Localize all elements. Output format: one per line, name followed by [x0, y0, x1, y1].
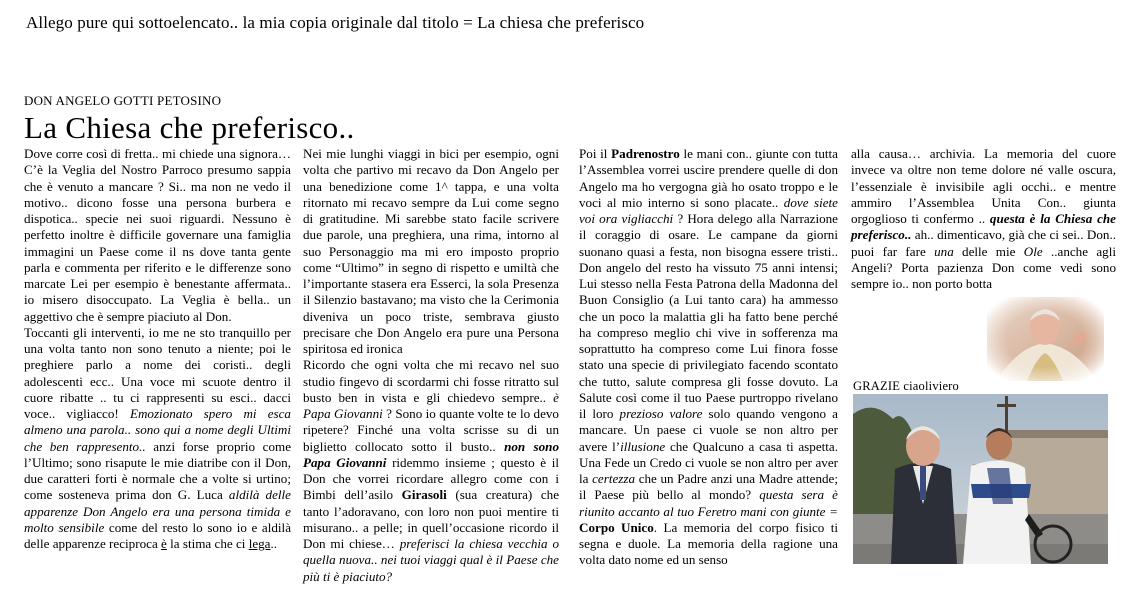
bold-italic-run: non sono Papa Giovanni: [303, 438, 559, 470]
group-photo: [853, 394, 1108, 564]
priest-portrait-image: [987, 297, 1104, 381]
italic-run: certezza: [592, 471, 636, 486]
text-run: Ricordo che ogni volta che mi recavo nel suo studio fingevo di scordarmi chi fosse ritratto sul busto ben in vista e gli chiedevo sempre..: [303, 357, 559, 405]
italic-run: dove siete voi ora vigliacchi: [579, 194, 838, 226]
paragraph: [579, 146, 838, 569]
italic-run: Ole: [1023, 243, 1043, 259]
text-run: Poi il: [579, 146, 608, 161]
underlined-run: lega: [248, 536, 271, 551]
italic-run: una: [934, 243, 954, 259]
bold-run: Corpo Unico: [579, 519, 654, 535]
article-title: La Chiesa che preferisco..: [24, 110, 355, 145]
text-run: alla causa… archivia. La memoria del cuore invece va oltre non teme dolore né valle oscura, l’essenziale è invisibile agli occhi.. e mentre ammiro l’Assemblea Unita Con.. giunta orgoglioso ti confermo ..: [851, 146, 1116, 226]
italic-run: questa sera è riunito accanto al tuo Feretro mani con giunte =: [579, 487, 838, 519]
italic-run: Emozionato spero mi esca almeno una parola.. sono qui a nome degli Ultimi che ben rappresento..: [24, 406, 291, 454]
article-column-1: [24, 146, 291, 552]
italic-run: illusione: [620, 438, 666, 454]
group-photo-image: [853, 394, 1108, 564]
paragraph: [303, 146, 559, 357]
article-column-3: [579, 146, 838, 569]
text-run: (sua creatura) che tanto l’adoravano, con loro non puoi mentire ti misurano.. a pelle; in quell’occasione ricordo il Don mi chiese…: [303, 487, 559, 551]
bold-run: Girasoli: [401, 487, 447, 503]
article-column-4: [851, 146, 1116, 292]
bold-italic-run: questa è la Chiesa che preferisco..: [851, 211, 1116, 243]
text-run: delle mie: [962, 243, 1016, 259]
text-run: ..anche agli Angeli? Porta pazienza Don come vedi sono sempre io.. non porto botta: [851, 243, 1116, 291]
text-run: ah.. dimenticavo, già che ci sei.. Don.. puoi far fare: [851, 227, 1116, 259]
text-run: che Qualcuno a casa ti aspetta. Una Fede un Credo ci vuole se non altro per aver la: [579, 438, 838, 486]
photo-credit: GRAZIE ciaoliviero: [853, 379, 959, 393]
paragraph: [303, 357, 559, 585]
text-run: che un Padre anzi una Madre attende; il Paese più bello al mondo?: [579, 471, 838, 503]
bold-run: Padrenostro: [611, 146, 680, 161]
article-author: DON ANGELO GOTTI PETOSINO: [24, 93, 222, 108]
text-run: . La memoria del corpo fisico ti segna e duole. La memoria della ragione una volta dato nome ed un senso: [579, 519, 838, 568]
text-run: anzi forse proprio come l’Ultimo; sono risapute le mie diatribe con il Don, due caratteri forti è normale che a volte si urtino; come sosteneva prima don G. Luca: [24, 438, 292, 503]
italic-run: preferisci la chiesa vecchia o quella nuova.. nei tuoi viaggi qual è il Paese che più ti è piaciuto?: [303, 536, 560, 584]
paragraph: [24, 146, 291, 325]
italic-run: prezioso valore: [619, 406, 703, 421]
priest-portrait-photo: [987, 297, 1104, 381]
article-column-2: [303, 146, 559, 585]
text-run: ? Sono io quante volte te lo devo ripetere? Finché una volta scrisse su di un biglietto collocato sotto il busto..: [303, 406, 559, 454]
underlined-run: è: [161, 536, 167, 551]
text-run: ridemmo insieme ; questo è il Don che vorrei ricordare allegro come con i Bimbi dell’asilo: [303, 454, 559, 503]
text-run: Toccanti gli interventi, io me ne sto tranquillo per una volta tanto non sono tenuto a niente; poi le preghiere parlo a nome dei coristi.. degli adolescenti ecc.. Una voce mi scuote dentro il cuore ribatte .. tu ci rappresenti su esci.. dacci voce.. vigliacco!: [24, 324, 291, 421]
text-run: come del resto lo sono io e aldilà delle apparenze reciproca: [24, 519, 292, 551]
text-run: Nei mie lunghi viaggi in bici per esempio, ogni volta che partivo mi recavo da Don Angelo per una benedizione come 1^ tappa, e una volta ritornato mi recavo sempre da Lui come segno di gratitudine. Mi sarebbe stato facile scrivere due parole, una preghiera, una rima, intorno al suo Personaggio ma mi ero imposto proprio come “Ultimo” in segno di rispetto e umiltà che l’importante stasera era Esserci, la sola Presenza il Silenzio bastavano; ma visto che la Cerimonia diveniva un poco triste, sembrava giusto precisare che Don Angelo era pure una Persona spiritosa ed ironica: [303, 146, 559, 356]
italic-run: è Papa Giovanni: [303, 389, 559, 421]
text-run: solo quando vengono a mancare. Un paese ci vuole se non altro per avere l’: [579, 406, 838, 454]
text-run: le mani con.. giunte con tutta l’Assemblea vorrei uscire prendere quelle di don Angelo ma ho vergogna già ho osato troppo e le voci al mio interno si sono placate..: [579, 146, 838, 210]
paragraph: [851, 146, 1116, 292]
text-run: la stima che ci: [170, 536, 246, 551]
text-run: ? Hora delego alla Narrazione il coraggio di osare. Le campane da giorni suonano quasi a festa, non bisogna essere tristi.. Don angelo del resto ha vissuto 75 anni intensi; Lui stesso nella Festa Patrona della Madonna del Buon Consiglio (a Lui tanto cara) ha ammesso che un poco la malattia gli ha fatto bene perché ha compreso meglio chi vive in sofferenza ma soprattutto ha compreso come Lui finora fosse stato una specie di privilegiato facendo scontato che tutto, salute compresa gli fosse dovuto. La Salute così come il tuo Paese purtroppo rivelano il loro: [579, 211, 838, 421]
italic-run: aldilà delle apparenze Don Angelo era una persona timida e molto sensibile: [24, 487, 291, 535]
text-run: Dove corre così di fretta.. mi chiede una signora… C’è la Veglia del Nostro Parroco presumo sappia che è venuto a mancare ? Si.. ma non ne vedo il motivo.. dicono fosse una persona burbera e dispotica.. specie nei suoi riguardi. Nessuno è perfetto inoltre è difficile governare una famiglia immagini un Paese come il ns dove tanta gente parla e commenta per riferito e le differenze sono marcate Lei per esempio è benestante affermata.. io misero disoccupato. La Veglia è bella.. un aggettivo che è sempre piaciuto al Don.: [24, 146, 291, 324]
text-run: ..: [270, 536, 278, 551]
intro-line: Allego pure qui sottoelencato.. la mia copia originale dal titolo = La chiesa che preferisco: [26, 13, 645, 32]
paragraph: [24, 325, 291, 553]
